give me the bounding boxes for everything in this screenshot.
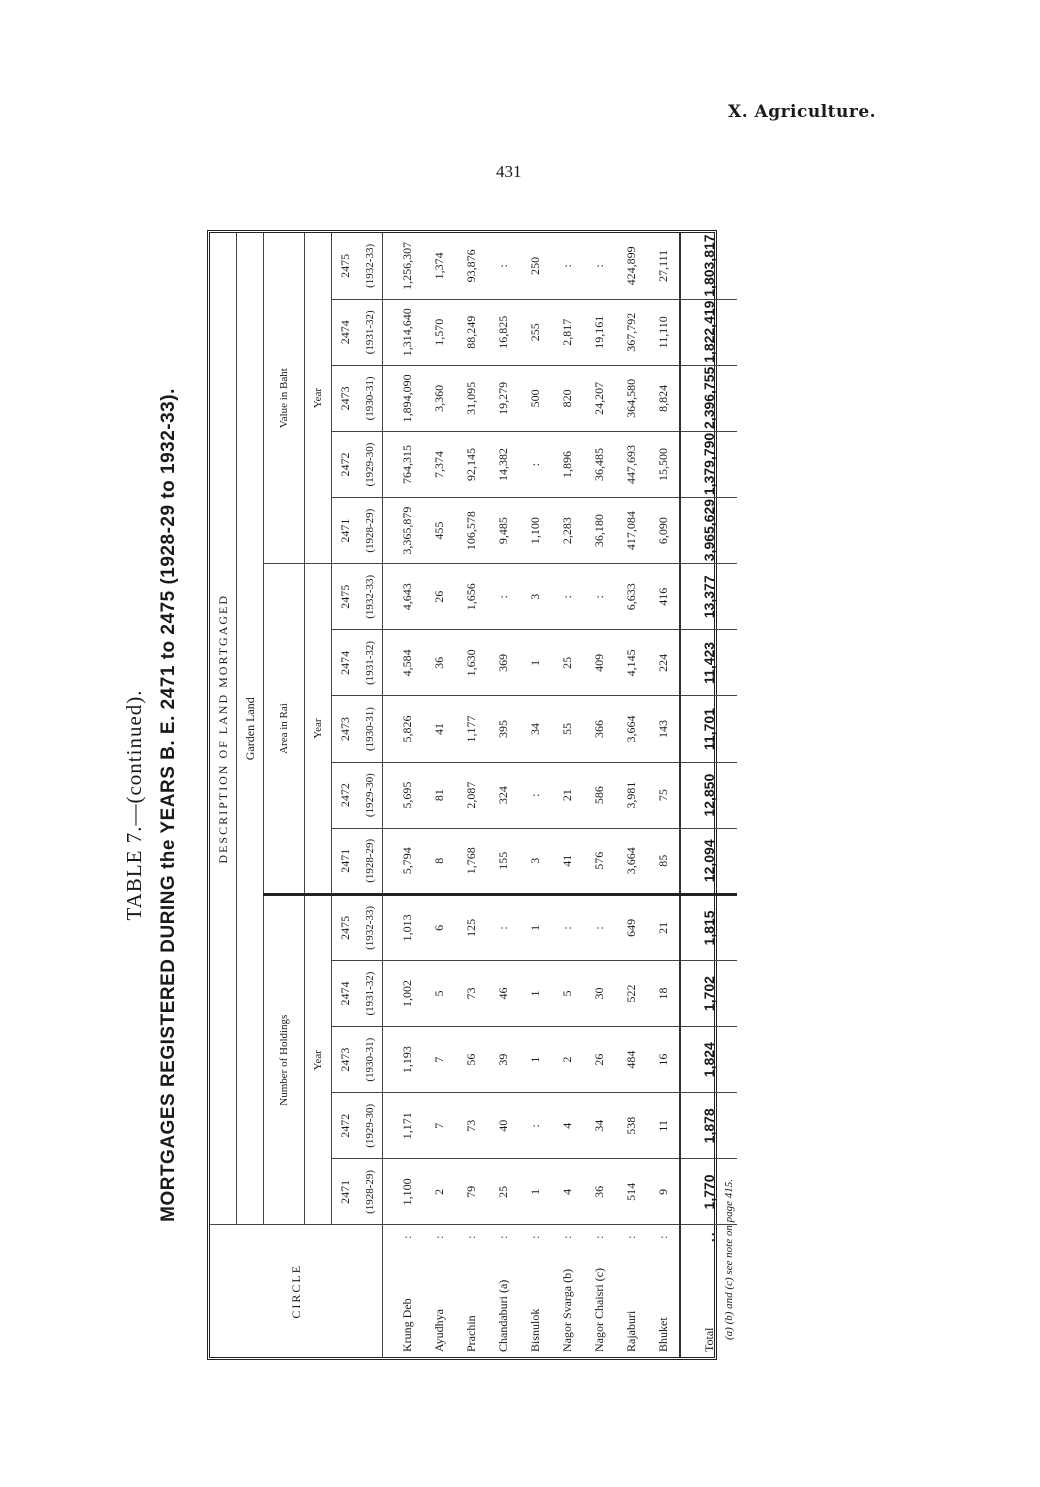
area-cell: : (583, 564, 615, 630)
year-header: 2473 (332, 696, 359, 762)
value-cell: 364,580 (615, 365, 647, 431)
garden-land-header: Garden Land (237, 233, 264, 1225)
area-cell: 2,087 (455, 762, 487, 828)
area-cell: 395 (487, 696, 519, 762)
year-header: 2472 (332, 1093, 359, 1159)
value-cell: 88,249 (455, 299, 487, 365)
value-cell: 1,570 (423, 299, 455, 365)
total-value-cell: 1,822,419 (680, 299, 737, 365)
greg-year-header: (1929-30) (358, 1093, 383, 1159)
value-cell: 500 (519, 365, 551, 431)
value-cell: 3,365,879 (383, 498, 424, 564)
area-cell: 3,981 (615, 762, 647, 828)
value-cell: 367,792 (615, 299, 647, 365)
leader-dots: : (519, 1225, 551, 1247)
value-cell: 3,360 (423, 365, 455, 431)
holdings-cell: 538 (615, 1093, 647, 1159)
area-cell: 25 (551, 630, 583, 696)
value-header: Value in Baht (264, 233, 305, 564)
value-cell: 14,382 (487, 431, 519, 497)
circle-name: Rajaburi (623, 1310, 638, 1352)
area-cell: 4,145 (615, 630, 647, 696)
value-cell: 9,485 (487, 498, 519, 564)
area-cell: 34 (519, 696, 551, 762)
greg-year-header: (1928-29) (358, 498, 383, 564)
holdings-cell: 79 (463, 1185, 478, 1198)
year-header: 2473 (332, 365, 359, 431)
area-cell: 6,633 (615, 564, 647, 630)
table-title: TABLE 7.—(continued). (122, 689, 146, 921)
total-area-cell: 11,423 (680, 630, 737, 696)
leader-dots: : (383, 1225, 424, 1247)
year-header: 2473 (332, 1027, 359, 1093)
holdings-cell: 649 (615, 894, 647, 960)
area-cell: 155 (487, 828, 519, 894)
table-row (519, 233, 551, 1357)
greg-year-header: (1928-29) (358, 1159, 383, 1225)
total-holdings-cell: 1,878 (680, 1093, 737, 1159)
total-holdings-cell: 1,824 (680, 1027, 737, 1093)
area-cell: 81 (423, 762, 455, 828)
area-cell: 26 (423, 564, 455, 630)
year-header: 2472 (332, 431, 359, 497)
total-value-cell: 3,965,629 (680, 498, 737, 564)
total-value-cell: 1,803,817 (680, 233, 737, 299)
value-cell: 27,111 (647, 233, 680, 299)
holdings-cell: 2 (431, 1188, 446, 1195)
holdings-cell: 1,002 (383, 960, 424, 1026)
value-cell: 19,161 (583, 299, 615, 365)
circle-name: Nagor Chaisri (c) (591, 1268, 606, 1352)
holdings-cell: 1 (519, 1027, 551, 1093)
area-cell: 4,643 (383, 564, 424, 630)
value-cell: 820 (551, 365, 583, 431)
year-header: 2475 (332, 233, 359, 299)
area-cell: 586 (583, 762, 615, 828)
area-cell: 41 (551, 828, 583, 894)
holdings-cell: 26 (583, 1027, 615, 1093)
total-area-cell: 12,850 (680, 762, 737, 828)
holdings-cell: 16 (647, 1027, 680, 1093)
holdings-cell: 4 (551, 1093, 583, 1159)
total-area-cell: 11,701 (680, 696, 737, 762)
circle-header: CIRCLE (210, 1225, 383, 1357)
total-area-cell: 13,377 (680, 564, 737, 630)
greg-year-header: (1931-32) (358, 960, 383, 1026)
holdings-cell: 1,100 (399, 1178, 414, 1206)
area-cell: 1,656 (455, 564, 487, 630)
table-row (423, 233, 455, 1357)
leader-dots: : (583, 1225, 615, 1247)
total-holdings-cell: 1,702 (680, 960, 737, 1026)
value-cell: 1,100 (519, 498, 551, 564)
value-cell: 417,084 (615, 498, 647, 564)
value-cell: 1,256,307 (383, 233, 424, 299)
circle-name: Chandaburi (a) (495, 1279, 510, 1352)
holdings-cell: 1,171 (383, 1093, 424, 1159)
holdings-cell: 11 (647, 1093, 680, 1159)
value-cell: 11,110 (647, 299, 680, 365)
area-cell: 1,177 (455, 696, 487, 762)
value-cell: 447,693 (615, 431, 647, 497)
value-cell: 2,283 (551, 498, 583, 564)
total-holdings-cell: 1,770 (680, 1159, 737, 1225)
area-cell: 3,664 (615, 828, 647, 894)
description-header: DESCRIPTION OF LAND MORTGAGED (210, 233, 237, 1225)
holdings-cell: : (487, 894, 519, 960)
holdings-cell: 5 (423, 960, 455, 1026)
holdings-cell: 5 (551, 960, 583, 1026)
greg-year-header: (1932-33) (358, 894, 383, 960)
leader-dots: : (455, 1225, 487, 1247)
mortgage-table-frame (207, 230, 717, 1360)
holdings-cell: 1,193 (383, 1027, 424, 1093)
table-row (583, 233, 615, 1357)
value-cell: 424,899 (615, 233, 647, 299)
area-cell: 5,826 (383, 696, 424, 762)
area-cell: 1 (519, 630, 551, 696)
holdings-cell: 36 (591, 1185, 606, 1198)
greg-year-header: (1931-32) (358, 299, 383, 365)
holdings-cell: 6 (423, 894, 455, 960)
circle-name: Nagor Svarga (b) (559, 1268, 574, 1352)
year-header: 2471 (332, 828, 359, 894)
holdings-cell: 125 (455, 894, 487, 960)
value-cell: 15,500 (647, 431, 680, 497)
table-row (487, 233, 519, 1357)
area-cell: 21 (551, 762, 583, 828)
total-holdings-cell: 1,815 (680, 894, 737, 960)
holdings-cell: 39 (487, 1027, 519, 1093)
area-cell: 41 (423, 696, 455, 762)
holdings-cell: 1,013 (383, 894, 424, 960)
value-year-label: Year (305, 233, 332, 564)
value-cell: 93,876 (455, 233, 487, 299)
holdings-cell: 25 (495, 1185, 510, 1198)
footnote: (a) (b) and (c) see note on page 415. (723, 1179, 735, 1340)
holdings-cell: 56 (455, 1027, 487, 1093)
holdings-cell: : (583, 894, 615, 960)
table-body (383, 233, 681, 1357)
area-cell: 36 (423, 630, 455, 696)
total-area-cell: 12,094 (680, 828, 737, 894)
holdings-cell: 7 (423, 1027, 455, 1093)
value-cell: 6,090 (647, 498, 680, 564)
greg-year-header: (1929-30) (358, 431, 383, 497)
leader-dots: : (423, 1225, 455, 1247)
area-year-label: Year (305, 564, 332, 895)
area-cell: 3,664 (615, 696, 647, 762)
table-row (647, 233, 680, 1357)
holdings-cell: 2 (551, 1027, 583, 1093)
rotated-table-page (120, 230, 760, 1380)
area-cell: 55 (551, 696, 583, 762)
value-cell: 36,180 (583, 498, 615, 564)
value-cell: 106,578 (455, 498, 487, 564)
area-cell: 409 (583, 630, 615, 696)
value-cell: 2,817 (551, 299, 583, 365)
holdings-cell: 30 (583, 960, 615, 1026)
value-cell: 92,145 (455, 431, 487, 497)
year-header: 2474 (332, 960, 359, 1026)
year-header: 2475 (332, 894, 359, 960)
area-cell: 5,794 (383, 828, 424, 894)
total-value-cell: 2,396,755 (680, 365, 737, 431)
holdings-cell: 34 (583, 1093, 615, 1159)
greg-year-header: (1930-31) (358, 1027, 383, 1093)
area-cell: 8 (423, 828, 455, 894)
value-cell: 255 (519, 299, 551, 365)
leader-dots: : (615, 1225, 647, 1247)
table-subtitle: MORTGAGES REGISTERED DURING the YEARS B. E. 2471 to 2475 (1928-29 to 1932-33). (158, 388, 179, 1222)
value-cell: : (551, 233, 583, 299)
year-header: 2474 (332, 299, 359, 365)
value-cell: 7,374 (423, 431, 455, 497)
year-header: 2471 (332, 498, 359, 564)
total-label: Total (680, 1247, 737, 1357)
value-cell: 24,207 (583, 365, 615, 431)
year-header: 2471 (337, 1179, 352, 1204)
holdings-cell: 9 (655, 1188, 670, 1195)
holdings-cell: : (551, 894, 583, 960)
circle-name: Ayudhya (431, 1309, 446, 1352)
area-cell: 1,630 (455, 630, 487, 696)
leader-dots: .. (680, 1225, 737, 1247)
value-cell: 31,095 (455, 365, 487, 431)
area-cell: 224 (647, 630, 680, 696)
area-cell: 3 (519, 564, 551, 630)
mortgage-table (210, 233, 737, 1357)
value-cell: 1,894,090 (383, 365, 424, 431)
area-cell: : (487, 564, 519, 630)
circle-name: Bhuket (655, 1317, 670, 1352)
greg-year-header: (1931-32) (358, 630, 383, 696)
value-cell: : (487, 233, 519, 299)
table-row (455, 233, 487, 1357)
year-header: 2474 (332, 630, 359, 696)
value-cell: 764,315 (383, 431, 424, 497)
holdings-cell: 46 (487, 960, 519, 1026)
greg-year-header: (1929-30) (358, 762, 383, 828)
holdings-cell: 73 (455, 960, 487, 1026)
value-cell: 1,314,640 (383, 299, 424, 365)
holdings-cell: 1 (527, 1188, 542, 1195)
value-cell: 250 (519, 233, 551, 299)
table-row (383, 233, 424, 1357)
circle-name: Bisnulok (527, 1308, 542, 1352)
area-cell: 85 (647, 828, 680, 894)
greg-year-header: (1932-33) (358, 564, 383, 630)
value-cell: : (583, 233, 615, 299)
value-cell: 19,279 (487, 365, 519, 431)
area-cell: 324 (487, 762, 519, 828)
value-cell: 1,896 (551, 431, 583, 497)
area-cell: 4,584 (383, 630, 424, 696)
area-cell: : (519, 762, 551, 828)
table-row (615, 233, 647, 1357)
area-cell: : (551, 564, 583, 630)
value-cell: 1,374 (423, 233, 455, 299)
value-cell: : (519, 431, 551, 497)
greg-year-header: (1930-31) (358, 365, 383, 431)
holdings-cell: 484 (615, 1027, 647, 1093)
greg-year-header: (1928-29) (358, 828, 383, 894)
table-row (551, 233, 583, 1357)
holdings-year-label: Year (305, 894, 332, 1225)
area-cell: 3 (519, 828, 551, 894)
total-value-cell: 1,379,790 (680, 431, 737, 497)
greg-year-header: (1930-31) (358, 696, 383, 762)
table-header (210, 233, 383, 1357)
greg-year-header: (1932-33) (358, 233, 383, 299)
value-cell: 8,824 (647, 365, 680, 431)
area-cell: 5,695 (383, 762, 424, 828)
holdings-cell: 514 (623, 1182, 638, 1201)
leader-dots: : (551, 1225, 583, 1247)
value-cell: 455 (423, 498, 455, 564)
holdings-cell: 21 (647, 894, 680, 960)
year-header: 2472 (332, 762, 359, 828)
holdings-cell: 73 (455, 1093, 487, 1159)
page-number: 431 (496, 162, 522, 181)
area-cell: 416 (647, 564, 680, 630)
holdings-cell: 18 (647, 960, 680, 1026)
holdings-cell: 522 (615, 960, 647, 1026)
holdings-cell: 1 (519, 894, 551, 960)
area-header: Area in Rai (264, 564, 305, 895)
area-cell: 576 (583, 828, 615, 894)
year-header: 2475 (332, 564, 359, 630)
holdings-cell: : (519, 1093, 551, 1159)
area-cell: 143 (647, 696, 680, 762)
area-cell: 366 (583, 696, 615, 762)
holdings-cell: 7 (423, 1093, 455, 1159)
section-heading: X. Agriculture. (728, 102, 877, 122)
area-cell: 75 (647, 762, 680, 828)
area-cell: 1,768 (455, 828, 487, 894)
value-cell: 36,485 (583, 431, 615, 497)
value-cell: 16,825 (487, 299, 519, 365)
holdings-header: Number of Holdings (264, 894, 305, 1225)
circle-name: Krung Deb (399, 1298, 414, 1352)
holdings-cell: 1 (519, 960, 551, 1026)
area-cell: 369 (487, 630, 519, 696)
holdings-cell: 40 (487, 1093, 519, 1159)
circle-name: Prachin (463, 1315, 478, 1352)
leader-dots: : (647, 1225, 680, 1247)
holdings-cell: 4 (559, 1188, 574, 1195)
leader-dots: : (487, 1225, 519, 1247)
